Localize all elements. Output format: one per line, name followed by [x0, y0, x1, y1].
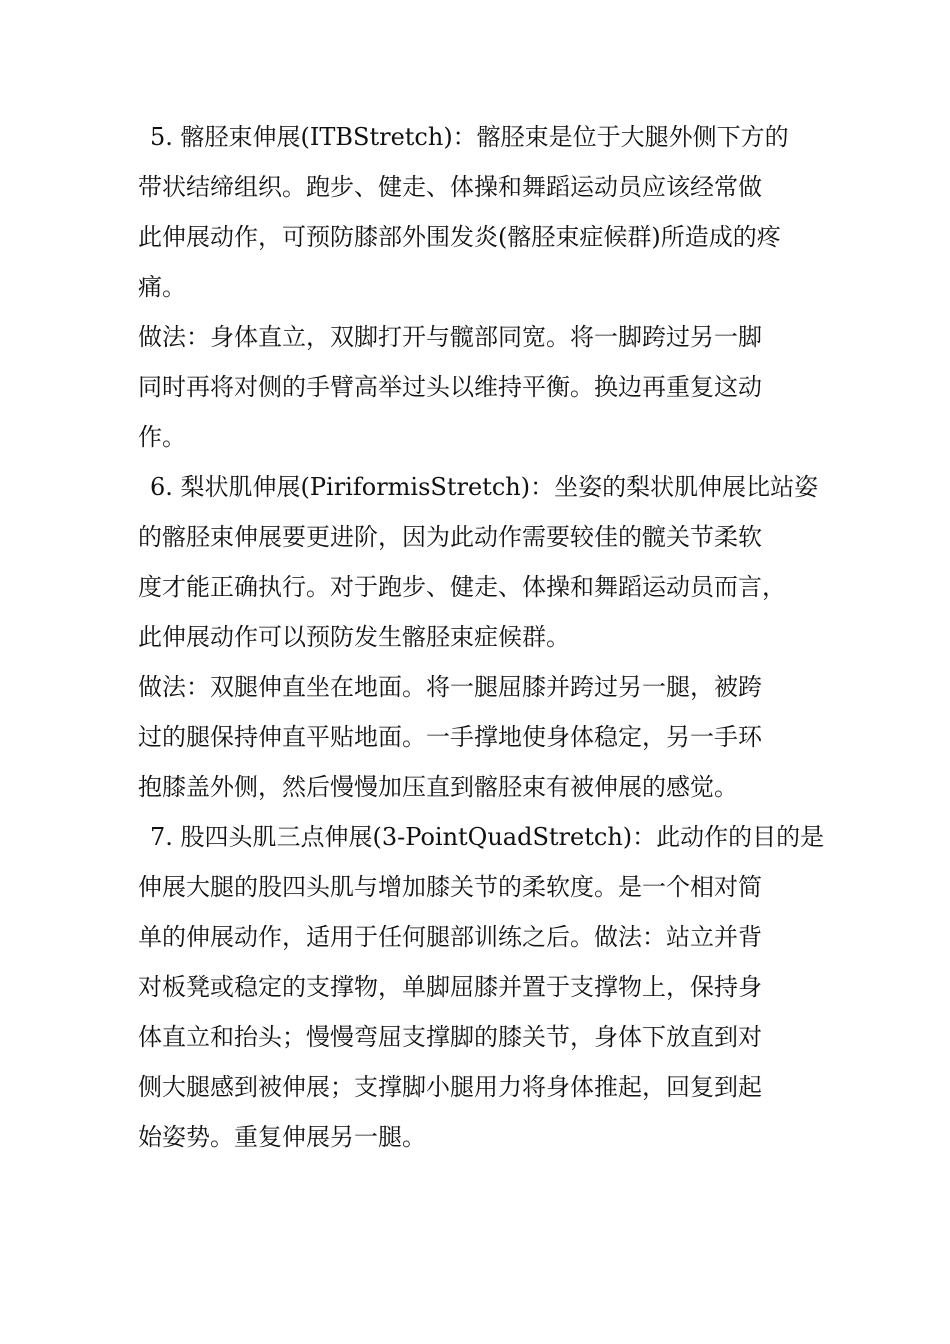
item-6-method-line: 过的腿保持伸直平贴地面。一手撑地使身体稳定，另一手环 [138, 723, 762, 751]
item-5-text-line: 痛。 [138, 273, 186, 301]
item-7-text-line: 单的伸展动作，适用于任何腿部训练之后。做法：站立并背 [138, 923, 762, 951]
item-6-method-line: 抱膝盖外侧，然后慢慢加压直到髂胫束有被伸展的感觉。 [138, 773, 738, 801]
item-5-method-line: 同时再将对侧的手臂高举过头以维持平衡。换边再重复这动 [138, 373, 762, 401]
item-7-text-line: 侧大腿感到被伸展；支撑脚小腿用力将身体推起，回复到起 [138, 1073, 762, 1101]
item-5-heading-line: 5. 髂胫束伸展(ITBStretch)：髂胫束是位于大腿外侧下方的 [150, 123, 789, 151]
item-6-method-line: 做法：双腿伸直坐在地面。将一腿屈膝并跨过另一腿，被跨 [138, 673, 762, 701]
document-body [138, 112, 825, 1162]
item-7-text-line: 始姿势。重复伸展另一腿。 [138, 1123, 426, 1151]
item-6-text-line: 的髂胫束伸展要更进阶，因为此动作需要较佳的髋关节柔软 [138, 523, 762, 551]
item-6-text-line: 度才能正确执行。对于跑步、健走、体操和舞蹈运动员而言， [138, 573, 786, 601]
item-7-text-line: 体直立和抬头；慢慢弯屈支撑脚的膝关节，身体下放直到对 [138, 1023, 762, 1051]
item-7-heading-line: 7. 股四头肌三点伸展(3-PointQuadStretch)：此动作的目的是 [150, 823, 825, 851]
item-7-text-line: 伸展大腿的股四头肌与增加膝关节的柔软度。是一个相对简 [138, 873, 762, 901]
item-7-text-line: 对板凳或稳定的支撑物，单脚屈膝并置于支撑物上，保持身 [138, 973, 762, 1001]
item-5-text-line: 带状结缔组织。跑步、健走、体操和舞蹈运动员应该经常做 [138, 173, 762, 201]
item-5-method-line: 作。 [138, 423, 186, 451]
item-6-text-line: 此伸展动作可以预防发生髂胫束症候群。 [138, 623, 570, 651]
item-6-heading-line: 6. 梨状肌伸展(PiriformisStretch)：坐姿的梨状肌伸展比站姿 [150, 473, 819, 501]
item-5-method-line: 做法：身体直立，双脚打开与髋部同宽。将一脚跨过另一脚 [138, 323, 762, 351]
item-5-text-line: 此伸展动作，可预防膝部外围发炎(髂胫束症候群)所造成的疼 [138, 223, 781, 251]
